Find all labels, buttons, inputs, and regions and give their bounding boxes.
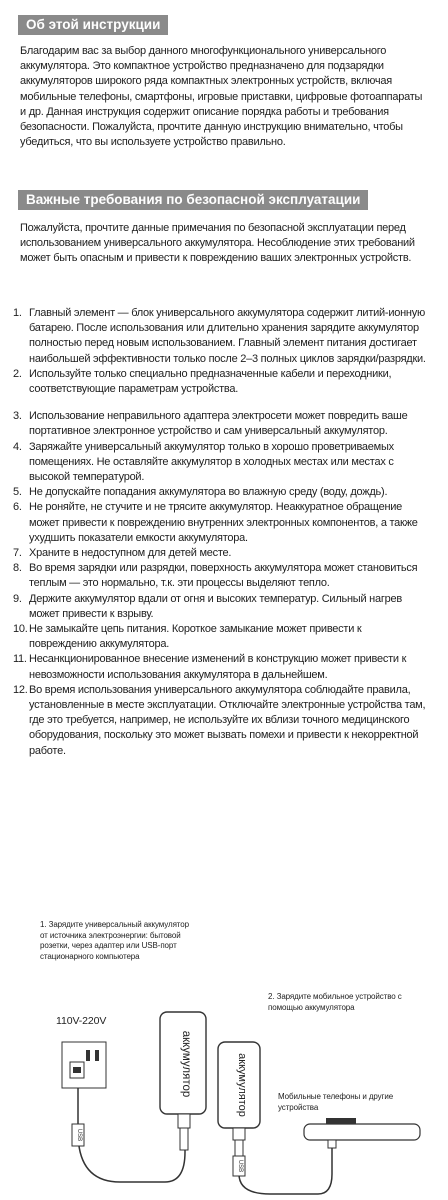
rule-text: Не допускайте попадания аккумулятора во влажную среду (воду, дождь). — [29, 486, 388, 499]
rule-item: 4. Заряжайте универсальный аккумулятор только в хорошо проветриваемых помещениях. Не оставляйте аккумулятор в холодных местах или местах с высокой температурой. — [13, 440, 394, 484]
devices-caption: Мобильные телефоны и другие устройства — [278, 1092, 394, 1112]
rule-text: Использование неправильного адаптера электросети может повредить ваше портативное электронное устройство и сам универсальный аккумулятор. — [29, 410, 408, 438]
usb-label: USB — [76, 1128, 82, 1142]
voltage-label: 110V-220V — [56, 1015, 107, 1027]
rule-text: Храните в недоступном для детей месте. — [29, 547, 232, 560]
rule-text: Используйте только специально предназначенные кабели и переходники, соответствующие параметрам устройства. — [29, 367, 392, 396]
section-about-heading: Об этой инструкции — [18, 15, 168, 35]
usb-plug-icon — [72, 1124, 84, 1146]
cable-line-2 — [239, 1148, 332, 1194]
wall-socket-icon — [62, 1042, 106, 1088]
rule-text: Главный элемент — блок универсального аккумулятора содержит литий-ионную батарею. После использования или длительно хранения зарядите аккумулятор полностью перед новым использованием. Главный элемент питания достигает наибольшей эффективности только после 2–3 полных циклов зарядки/разрядки. — [29, 307, 426, 365]
rule-item: 1. Главный элемент — блок универсального аккумулятора содержит литий-ионную батарею. После использования или длительно хранения зарядите аккумулятор полностью перед новым использованием. Главный элемент питания достигает наибольшей эффективности только после 2–3 полных циклов зарядки/разрядки. — [13, 307, 426, 365]
section-about-text: Благодарим вас за выбор данного многофункционального универсального аккумулятора. Это компактное устройство предназначено для подзарядки аккумуляторов широкого ряда компактных электронных устройств, включая мобильные телефоны, смартфоны, игровые приставки, цифровые фотоаппараты и др. Данная инструкция содержит описание порядка работы и требования безопасности. Пожалуйста, прочтите данную инструкцию внимательно, чтобы убедиться, что вы используете устройство правильно. — [20, 45, 423, 149]
rule-text: Держите аккумулятор вдали от огня и высоких температур. Сильный нагрев может привести к взрыву. — [29, 592, 402, 620]
power-bank-label: аккумулятор — [180, 1030, 192, 1098]
usb-plug-2-icon — [233, 1156, 245, 1176]
rule-item: 12. Во время использования универсального аккумулятора соблюдайте правила, установленные в месте эксплуатации. Отключайте электронные устройства там, где это требуется, например, не используйте их вблизи точного медицинского оборудования, поскольку это может вызвать помехи и привести к некорректной работе. — [13, 683, 426, 757]
rule-text: Не замыкайте цепь питания. Короткое замыкание может привести к повреждению аккумулятора. — [29, 623, 362, 651]
rule-item: 11. Несанкционированное внесение изменений в конструкцию может привести к невозможности использования аккумулятора в дальнейшем. — [13, 653, 407, 681]
phone-icon — [304, 1118, 420, 1148]
safety-heading: Важные требования по безопасной эксплуатации — [18, 190, 368, 210]
rule-item: 7. Храните в недоступном для детей месте. — [13, 547, 232, 560]
charging-diagram — [0, 912, 448, 1200]
rule-item: 8. Во время зарядки или разрядки, поверхность аккумулятора может становиться теплым — это нормально, т.к. эти процессы выделяют тепло. — [13, 562, 418, 590]
diagram-graphics — [0, 912, 448, 1200]
rule-text: Несанкционированное внесение изменений в конструкцию может привести к невозможности использования аккумулятора в дальнейшем. — [29, 653, 407, 681]
rule-item: 5. Не допускайте попадания аккумулятора во влажную среду (воду, дождь). — [13, 486, 388, 499]
rule-item: 9. Держите аккумулятор вдали от огня и высоких температур. Сильный нагрев может привести к взрыву. — [13, 592, 402, 620]
rule-item: 2. Используйте только специально предназначенные кабели и переходники, соответствующие параметрам устройства. — [13, 367, 392, 396]
rule-text: Во время зарядки или разрядки, поверхность аккумулятора может становиться теплым — это нормально, т.к. эти процессы выделяют тепло. — [29, 562, 418, 590]
rule-text: Во время использования универсального аккумулятора соблюдайте правила, установленные в месте эксплуатации. Отключайте электронные устройства там, где это требуется, например, не используйте их вблизи точного медицинского оборудования, поскольку это может вызвать помехи и привести к некорректной работе. — [29, 683, 426, 757]
safety-rules-list — [13, 306, 426, 759]
usb-label-2: USB — [237, 1159, 243, 1173]
rule-item: 10. Не замыкайте цепь питания. Короткое замыкание может привести к повреждению аккумулятора. — [13, 623, 362, 651]
rule-spacer — [13, 397, 426, 409]
rule-item: 3. Использование неправильного адаптера электросети может повредить ваше портативное электронное устройство и сам универсальный аккумулятор. — [13, 410, 408, 438]
step2-caption: 2. Зарядите мобильное устройство с помощью аккумулятора — [268, 992, 402, 1012]
rule-text: Не роняйте, не стучите и не трясите аккумулятор. Неаккуратное обращение может привести к повреждению внутренних электронных компонентов, а также ухудшить показатели емкости аккумулятора. — [29, 501, 418, 544]
power-bank-2-label: аккумулятор — [236, 1053, 248, 1117]
rule-text: Заряжайте универсальный аккумулятор только в хорошо проветриваемых помещениях. Не оставляйте аккумулятор в холодных местах или местах с высокой температурой. — [29, 440, 394, 484]
rule-item: 6. Не роняйте, не стучите и не трясите аккумулятор. Неаккуратное обращение может привести к повреждению внутренних электронных компонентов, а также ухудшить показатели емкости аккумулятора. — [13, 501, 418, 544]
safety-intro-text: Пожалуйста, прочтите данные примечания по безопасной эксплуатации перед использованием универсального аккумулятора. Несоблюдение этих требований может быть опасным и привести к повреждению ваших электронных устройств. — [20, 222, 415, 265]
step1-caption: 1. Зарядите универсальный аккумулятор от источника электроэнергии: бытовой розетки, через адаптер или USB-порт стационарного компьютера — [40, 920, 189, 961]
